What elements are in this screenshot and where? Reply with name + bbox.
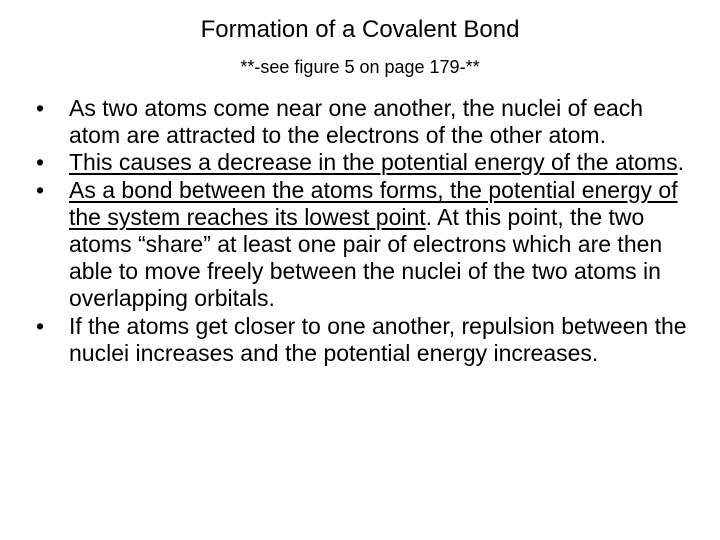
- slide-subtitle: **-see figure 5 on page 179-**: [240, 57, 480, 77]
- bullet-dot-icon: •: [36, 95, 45, 121]
- bullet-text: If the atoms get closer to one another, repulsion between the nuclei increases and the potential energy increases.: [69, 312, 687, 366]
- bullet-item-4: [36, 313, 696, 367]
- bullet-text: As two atoms come near one another, the nuclei of each atom are attracted to the electrons of the other atom.: [69, 95, 644, 149]
- bullet-dot-icon: •: [36, 312, 45, 339]
- bullet-item-1: [36, 95, 696, 149]
- bullet-dot-icon: •: [36, 176, 45, 203]
- bullet-dot-icon: •: [36, 149, 45, 176]
- bullet-item-3: [36, 177, 696, 313]
- bullet-list: [36, 95, 696, 367]
- bullet-text: . At this point, the two atoms “share” at least one pair of electrons which are then able to move freely between the nuclei of the two atoms in overlapping orbitals.: [69, 203, 663, 312]
- bullet-emphasis: As a bond between the atoms forms, the potential energy of the system reaches its lowest point: [69, 176, 678, 230]
- bullet-item-2: [36, 149, 696, 176]
- bullet-emphasis: This causes a decrease in the potential energy of the atoms: [69, 149, 678, 176]
- bullet-text: .: [677, 149, 684, 176]
- slide-title: Formation of a Covalent Bond: [200, 16, 520, 43]
